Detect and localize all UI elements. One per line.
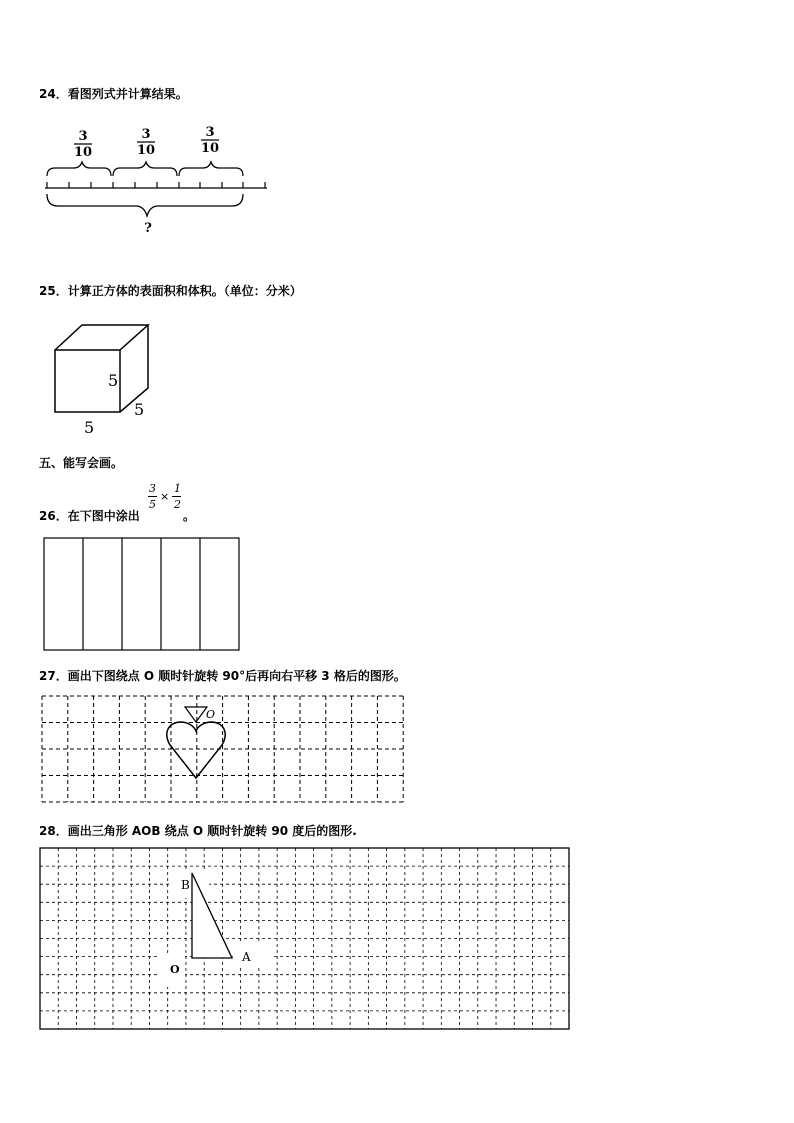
q25-edge-label-side: 5: [134, 400, 145, 419]
q27-title: 27．画出下图绕点 O 顺时针旋转 90°后再向右平移 3 格后的图形。: [39, 669, 406, 683]
q24-bottom-brace: [47, 194, 243, 216]
q24-title: 24．看图列式并计算结果。: [39, 87, 188, 101]
q26-frac1-num: 3: [149, 482, 156, 495]
q24-fraction-1: [74, 129, 92, 160]
q24-fraction-1-den: 10: [73, 145, 93, 160]
q26-suffix: 。: [183, 509, 196, 523]
q25-cube-diagram: [50, 322, 160, 437]
q27-dashed-grid: [40, 693, 406, 807]
q25-cube-top-face: [55, 325, 148, 350]
q24-fraction-2-num: 3: [141, 127, 151, 142]
q28-triangle-aob: [192, 873, 232, 958]
q28-grid-lines: [40, 848, 569, 1029]
q24-top-brace-3: [179, 162, 243, 176]
q24-top-brace-1: [47, 162, 111, 176]
q26-rectangle-outline: [44, 538, 239, 650]
q26-fraction-expression: [147, 482, 187, 522]
q26-frac2-den: 2: [174, 498, 181, 511]
q24-ticks: [47, 182, 265, 188]
q24-number-line-diagram: [40, 118, 280, 238]
q24-fraction-2: [137, 127, 155, 158]
q26-times-sign: ×: [160, 490, 170, 503]
q28-label-o: O: [170, 963, 180, 976]
q27-triangle-marker: [185, 707, 207, 722]
q26-frac1-den: 5: [149, 498, 156, 511]
q28-label-a: A: [242, 950, 251, 964]
q27-point-o-label: O: [206, 708, 216, 721]
q26-frac2-num: 1: [174, 482, 181, 495]
q28-title: 28．画出三角形 AOB 绕点 O 顺时针旋转 90 度后的图形.: [39, 824, 357, 838]
q28-label-b: B: [181, 878, 190, 892]
q25-edge-label-bottom: 5: [84, 418, 95, 437]
q24-top-brace-2: [113, 162, 177, 176]
q24-fraction-1-num: 3: [78, 129, 88, 144]
q24-fraction-3-den: 10: [200, 141, 220, 156]
q24-question-mark: ?: [144, 221, 152, 236]
q26-rectangle-grid: [43, 537, 243, 653]
q24-fraction-3-num: 3: [205, 125, 215, 140]
q26-prefix: 26．在下图中涂出: [39, 509, 140, 523]
q24-fraction-3: [201, 125, 219, 156]
q27-grid-lines: [42, 696, 403, 802]
q28-square-grid: [39, 847, 573, 1033]
q25-edge-label-front: 5: [108, 371, 119, 390]
q25-title: 25．计算正方体的表面积和体积。（单位：分米）: [39, 284, 302, 298]
q27-heart-shape: [167, 722, 225, 778]
q24-fraction-2-den: 10: [136, 143, 156, 158]
section-five-title: 五、能写会画。: [39, 456, 124, 470]
